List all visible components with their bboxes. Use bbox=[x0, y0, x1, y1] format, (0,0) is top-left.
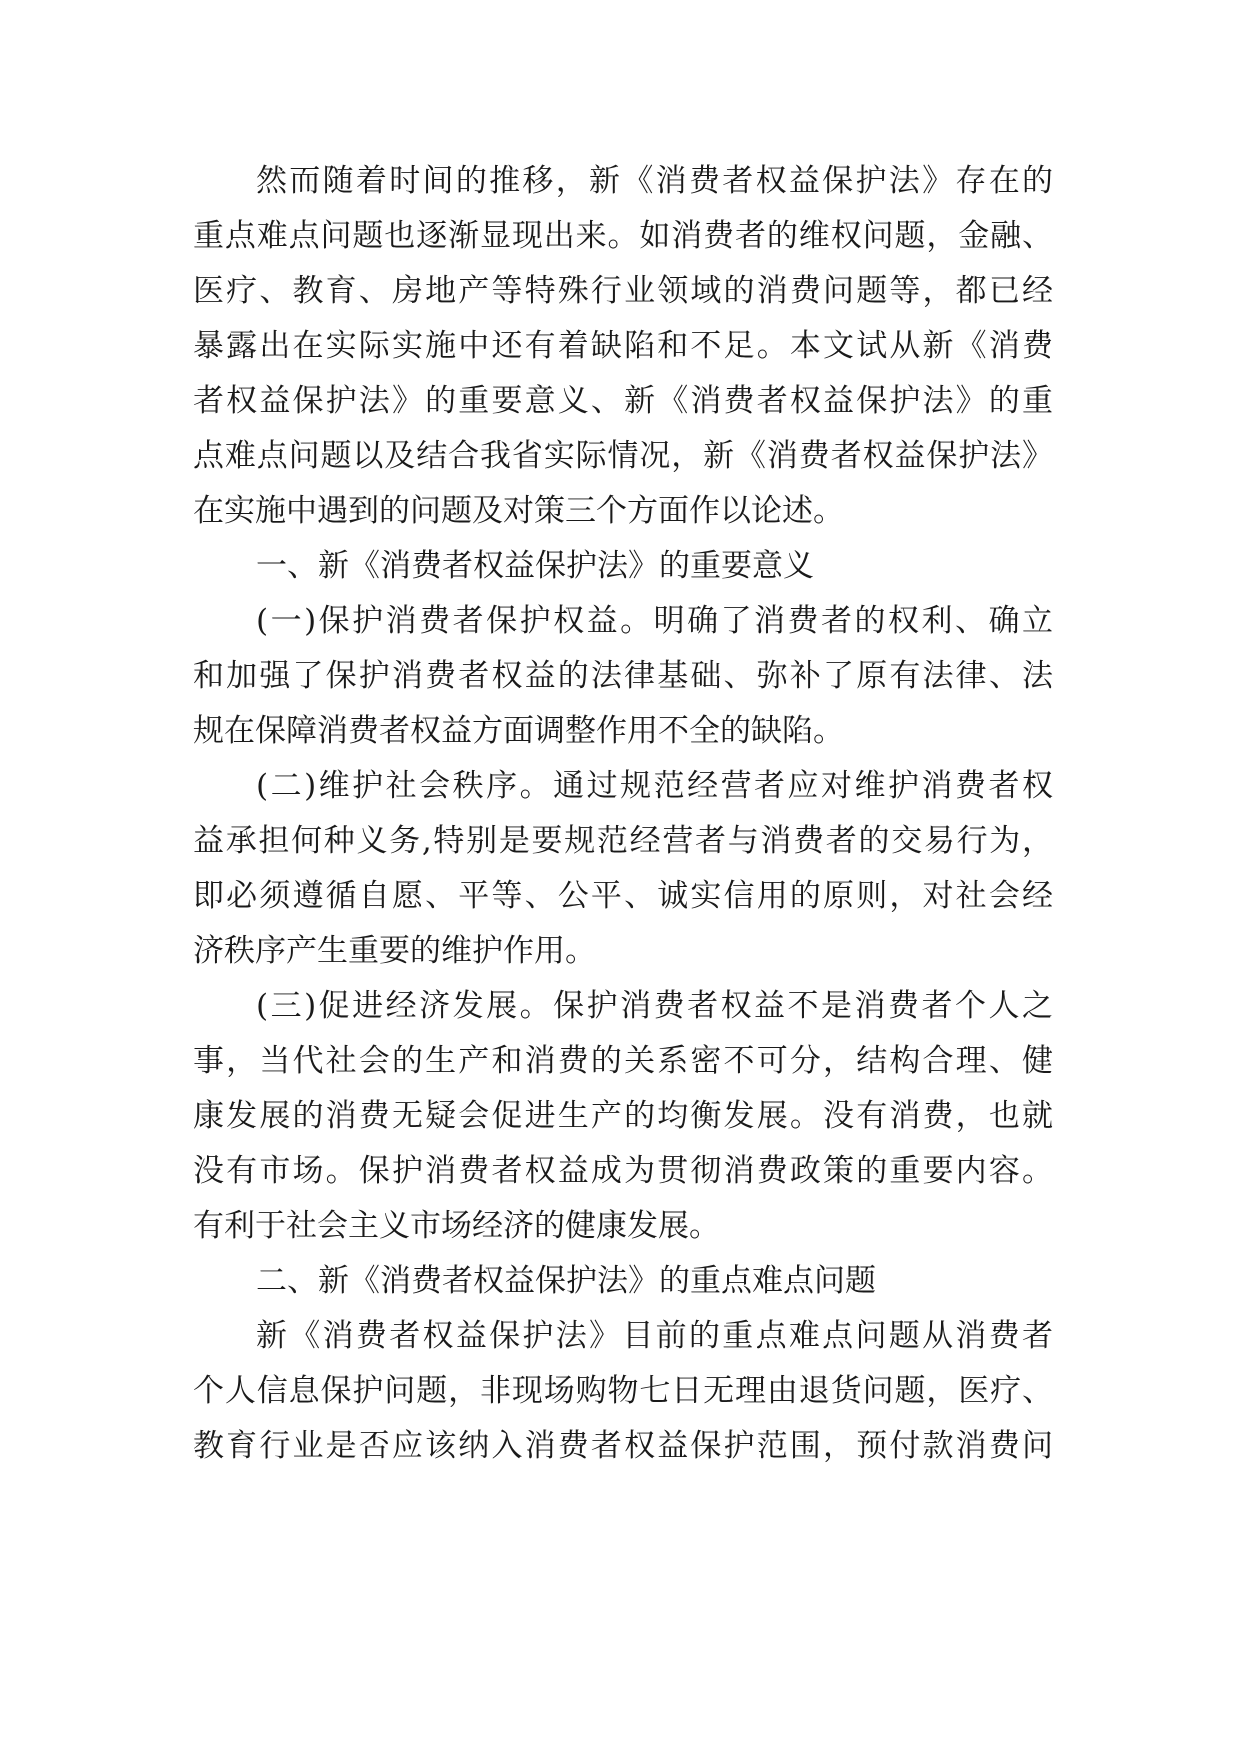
text-line: 即必须遵循自愿、平等、公平、诚实信用的原则，对社会经 bbox=[193, 878, 1053, 914]
text-line: (三)促进经济发展。保护消费者权益不是消费者个人之 bbox=[256, 988, 1053, 1024]
text-line: (一)保护消费者保护权益。明确了消费者的权利、确立 bbox=[256, 603, 1053, 639]
text-line: 有利于社会主义市场经济的健康发展。 bbox=[193, 1208, 720, 1244]
text-line: 在实施中遇到的问题及对策三个方面作以论述。 bbox=[193, 493, 844, 529]
text-line: 教育行业是否应该纳入消费者权益保护范围，预付款消费问 bbox=[193, 1428, 1053, 1464]
text-line: 者权益保护法》的重要意义、新《消费者权益保护法》的重 bbox=[193, 383, 1053, 419]
text-line: 济秩序产生重要的维护作用。 bbox=[193, 933, 596, 969]
text-line: 事，当代社会的生产和消费的关系密不可分，结构合理、健 bbox=[193, 1043, 1053, 1079]
text-line: 康发展的消费无疑会促进生产的均衡发展。没有消费，也就 bbox=[193, 1098, 1053, 1134]
section-heading: 二、新《消费者权益保护法》的重点难点问题 bbox=[256, 1263, 876, 1299]
text-line: 暴露出在实际实施中还有着缺陷和不足。本文试从新《消费 bbox=[193, 328, 1053, 364]
text-line: 重点难点问题也逐渐显现出来。如消费者的维权问题，金融、 bbox=[193, 218, 1053, 254]
text-line: (二)维护社会秩序。通过规范经营者应对维护消费者权 bbox=[256, 768, 1053, 804]
section-heading: 一、新《消费者权益保护法》的重要意义 bbox=[256, 548, 814, 584]
text-line: 规在保障消费者权益方面调整作用不全的缺陷。 bbox=[193, 713, 844, 749]
text-line: 点难点问题以及结合我省实际情况，新《消费者权益保护法》 bbox=[193, 438, 1053, 474]
text-line: 新《消费者权益保护法》目前的重点难点问题从消费者 bbox=[256, 1318, 1053, 1354]
text-line: 没有市场。保护消费者权益成为贯彻消费政策的重要内容。 bbox=[193, 1153, 1053, 1189]
text-line: 益承担何种义务,特别是要规范经营者与消费者的交易行为， bbox=[193, 823, 1053, 859]
text-line: 医疗、教育、房地产等特殊行业领域的消费问题等，都已经 bbox=[193, 273, 1053, 309]
text-line: 然而随着时间的推移，新《消费者权益保护法》存在的 bbox=[256, 163, 1053, 199]
text-line: 个人信息保护问题，非现场购物七日无理由退货问题，医疗、 bbox=[193, 1373, 1053, 1409]
text-line: 和加强了保护消费者权益的法律基础、弥补了原有法律、法 bbox=[193, 658, 1053, 694]
